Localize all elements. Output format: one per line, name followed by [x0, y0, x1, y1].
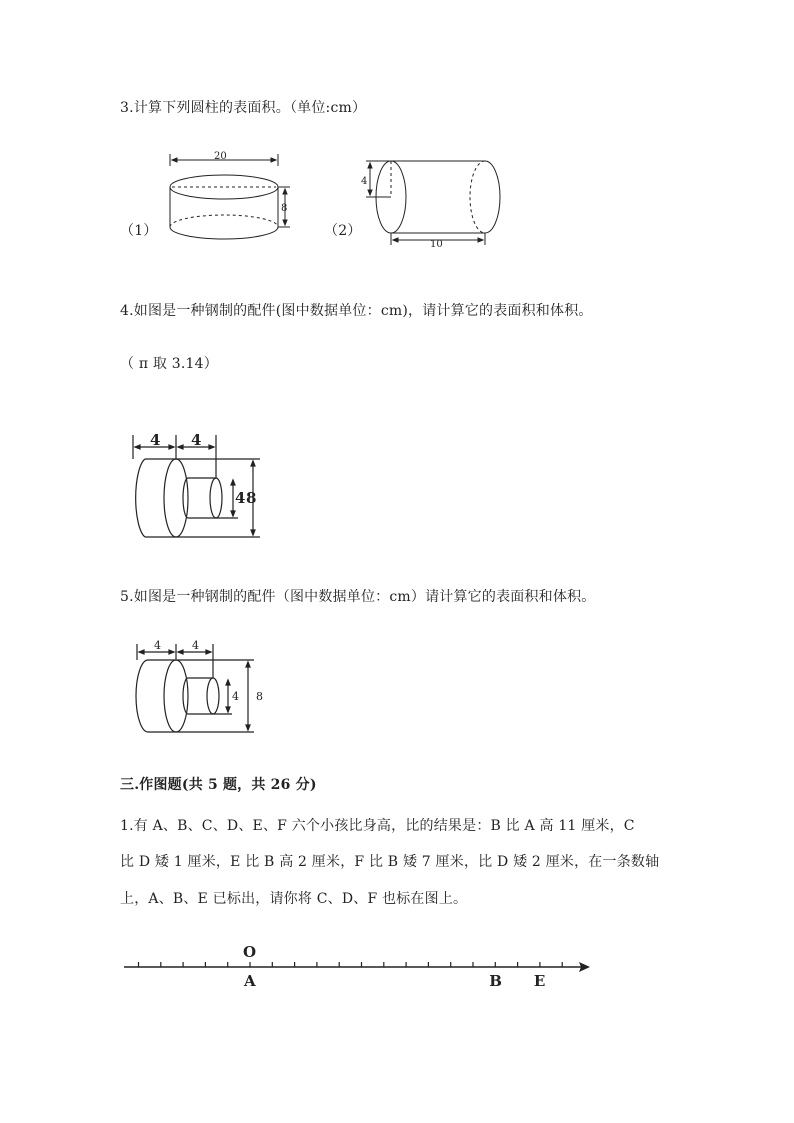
q3-fig2-label: （2）	[324, 223, 362, 239]
q3-title: 3.计算下列圆柱的表面积。（单位:cm）	[120, 100, 367, 116]
number-line	[0, 935, 794, 995]
q4-note: （ π 取 3.14）	[120, 356, 218, 372]
q5-dlarge-label: 8	[256, 690, 263, 703]
q4-dlarge-label: 8	[246, 489, 257, 507]
q3-fig1-label: （1）	[120, 223, 158, 239]
q5-w2-label: 4	[192, 639, 199, 652]
q4-w2-label: 4	[191, 431, 202, 449]
fig2-diameter-label: 4	[361, 176, 368, 187]
q5-w1-label: 4	[154, 639, 161, 652]
q5-title: 5.如图是一种钢制的配件（图中数据单位：cm）请计算它的表面积和体积。	[120, 589, 596, 605]
cylinder-figure-2	[360, 155, 510, 255]
point-label-e: E	[533, 972, 546, 990]
q4-w1-label: 4	[150, 431, 161, 449]
q4-dsmall-label: 4	[235, 489, 246, 507]
problem1-line3: 上，A、B、E 已标出，请你将 C、D、F 也标在图上。	[120, 891, 468, 907]
q4-title: 4.如图是一种钢制的配件(图中数据单位：cm)，请计算它的表面积和体积。	[120, 303, 593, 319]
section-heading: 三.作图题(共 5 题，共 26 分)	[120, 777, 317, 793]
fig2-length-label: 10	[430, 239, 443, 250]
fig1-height-label: 8	[281, 203, 288, 214]
problem1-line1: 1.有 A、B、C、D、E、F 六个小孩比身高，比的结果是：B 比 A 高 11 厘米，C	[120, 818, 635, 834]
q5-dsmall-label: 4	[232, 690, 239, 703]
origin-label: O	[243, 943, 257, 961]
point-label-a: A	[244, 972, 256, 990]
cylinder-figure-1	[160, 150, 310, 250]
fig1-diameter-label: 20	[214, 151, 227, 162]
steel-part-figure-q4	[120, 425, 270, 540]
problem1-line2: 比 D 矮 1 厘米，E 比 B 高 2 厘米，F 比 B 矮 7 厘米，比 D 矮 2 厘米，在一条数轴	[120, 854, 660, 870]
steel-part-figure-q5	[120, 632, 270, 742]
point-label-b: B	[489, 972, 502, 990]
